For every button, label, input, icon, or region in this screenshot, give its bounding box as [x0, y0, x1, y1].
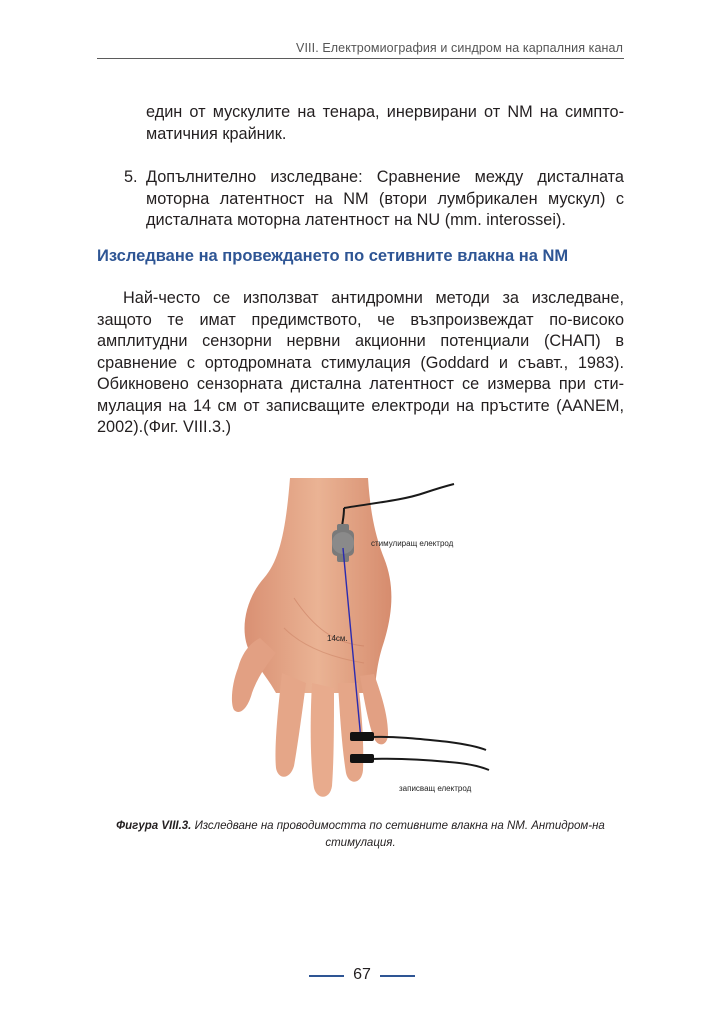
label-distance: 14см. [327, 634, 348, 643]
body-paragraph: Най-често се използват антидромни методи за изследване, защото те имат предимството, че възпроизвеждат по-високо амплитудни сензорни нервни акционни потенциали (СНАП) в сравнение с ортодромната стимулация (Goddard и съавт., 1983). Обикновено сензорната дистална латентност се измерва при сти-мулация на 14 см от записващите електроди на пръстите (AANEM, 2002).(Фиг. VIII.3.) [97, 289, 624, 436]
recording-electrode-distal [350, 754, 374, 763]
recording-wire-1 [370, 737, 486, 750]
continuation-paragraph: един от мускулите на тенара, инервирани от NM на симпто-матичния крайник. [146, 103, 624, 143]
footer-rule-right [380, 975, 415, 977]
footer-rule-left [309, 975, 344, 977]
figure-caption [97, 818, 624, 852]
list-item-number: 5. [124, 168, 138, 186]
recording-electrode-proximal [350, 732, 374, 741]
page-number: 67 [353, 966, 371, 983]
list-item-text: Допълнително изследване: Сравнение между дисталната моторна латентност на NM (втори лумбрикален мускул) с дисталната моторна латентност на NU (mm. interossei). [146, 168, 624, 229]
recording-wire-2 [370, 759, 489, 770]
hand-shape [232, 478, 391, 797]
section-heading: Изследване на провеждането по сетивните влакна на NM [97, 247, 569, 265]
label-recording-electrode: записващ електрод [399, 784, 472, 793]
caption-text: Изследване на проводимостта по сетивните влакна на NM. Антидром-на стимулация. [191, 820, 605, 849]
header-rule [97, 58, 624, 59]
hand-illustration [224, 478, 496, 804]
running-header: VIII. Електромиография и синдром на карпалния канал [296, 41, 623, 55]
label-stimulating-electrode: стимулиращ електрод [371, 539, 454, 548]
caption-label: Фигура VIII.3. [116, 820, 192, 832]
page-footer [0, 964, 721, 988]
hand-electrode-figure [224, 478, 496, 804]
